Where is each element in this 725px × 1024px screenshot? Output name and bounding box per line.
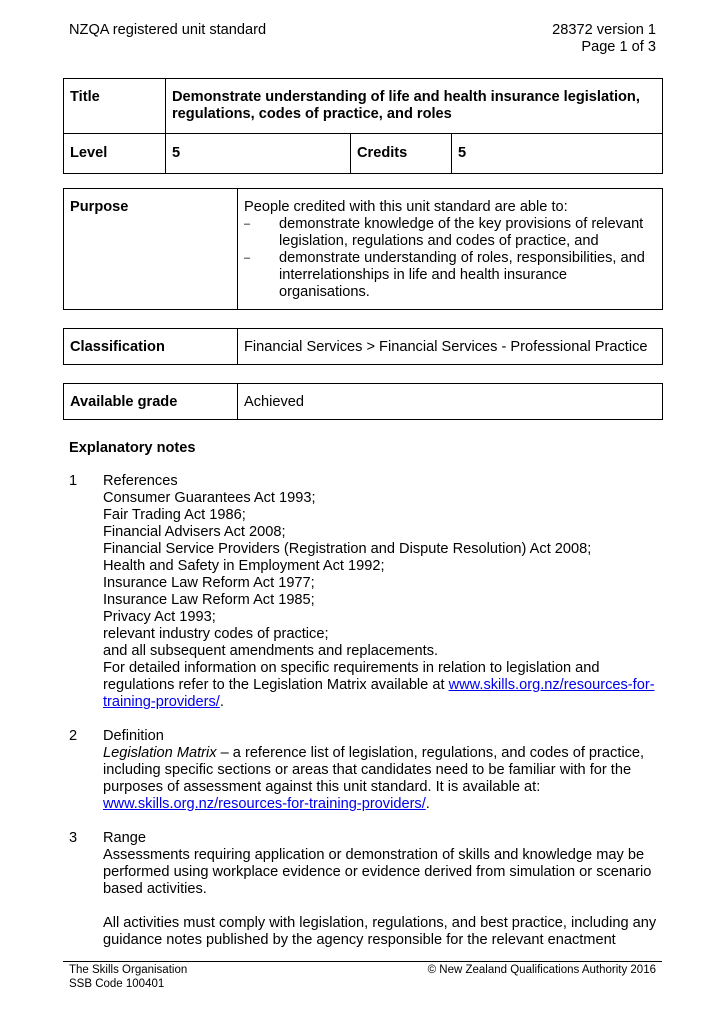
reference-item: Financial Advisers Act 2008; (103, 524, 286, 540)
reference-item: Insurance Law Reform Act 1977; (103, 575, 315, 591)
note-range (69, 830, 659, 949)
definition-term: Legislation Matrix (103, 745, 217, 761)
definition-body: – a reference list of legislation, regulations, and codes of practice, including specific sections or areas that candidates need to be familiar with for the purposes of assessment against this unit standard. It is available at: (103, 745, 645, 795)
note-number: 1 (69, 473, 78, 489)
resources-link[interactable]: www.skills.org.nz/resources-for-training-providers/ (103, 796, 426, 812)
note-heading: References (103, 473, 178, 489)
header-page-number: Page 1 of 3 (581, 39, 656, 55)
note-references (69, 473, 659, 711)
reference-item: and all subsequent amendments and replacements. (103, 643, 439, 659)
purpose-item: – demonstrate understanding of roles, responsibilities, and interrelationships in life and health insurance organisations. (244, 250, 656, 301)
explanatory-notes-heading: Explanatory notes (69, 440, 196, 456)
title-value: Demonstrate understanding of life and health insurance legislation, regulations, codes of practice, and roles (166, 79, 663, 134)
header-version: 28372 version 1 (552, 22, 656, 38)
reference-item: relevant industry codes of practice; (103, 626, 329, 642)
footer-copyright: © New Zealand Qualifications Authority 2016 (427, 964, 656, 976)
note-heading: Range (103, 830, 147, 846)
purpose-table (63, 188, 663, 310)
level-label: Level (64, 134, 166, 174)
header-standard-type: NZQA registered unit standard (69, 22, 267, 38)
credits-value: 5 (452, 134, 663, 174)
footer-org-name: The Skills Organisation (69, 964, 188, 976)
range-paragraph-1: Assessments requiring application or demonstration of skills and knowledge may be performed using workplace evidence or evidence derived from simulation or scenario based activities. (103, 847, 652, 897)
definition-end: . (425, 796, 430, 812)
reference-item: Financial Service Providers (Registration and Dispute Resolution) Act 2008; (103, 541, 592, 557)
reference-item: Consumer Guarantees Act 1993; (103, 490, 316, 506)
purpose-intro: People credited with this unit standard are able to: (244, 199, 568, 215)
title-label: Title (64, 79, 166, 134)
footer-organisation (69, 963, 187, 991)
classification-table (63, 328, 663, 365)
explanatory-notes (69, 473, 659, 966)
footer-divider (63, 961, 662, 962)
reference-item: Health and Safety in Employment Act 1992; (103, 558, 385, 574)
purpose-item: – demonstrate knowledge of the key provisions of relevant legislation, regulations and codes of practice, and (244, 216, 656, 250)
note-number: 3 (69, 830, 78, 846)
header-version-block (552, 22, 656, 56)
legislation-matrix-link[interactable]: www.skills.org.nz/resources-for-training-providers/ (103, 677, 655, 710)
purpose-list (244, 216, 656, 301)
grade-value: Achieved (238, 384, 663, 420)
footer-ssb-code: SSB Code 100401 (69, 978, 165, 990)
reference-item: Privacy Act 1993; (103, 609, 216, 625)
level-value: 5 (166, 134, 351, 174)
references-detail-text: For detailed information on specific requirements in relation to legislation and regulations refer to the Legislation Matrix available at (103, 660, 600, 693)
range-paragraph-2: All activities must comply with legislation, regulations, and best practice, including any guidance notes published by the agency responsible for the relevant enactment (103, 915, 657, 948)
references-detail-end: . (219, 694, 224, 710)
classification-label: Classification (64, 329, 238, 365)
reference-item: Fair Trading Act 1986; (103, 507, 246, 523)
grade-table (63, 383, 663, 420)
credits-label: Credits (351, 134, 452, 174)
definition-text (103, 745, 659, 813)
reference-item: Insurance Law Reform Act 1985; (103, 592, 315, 608)
classification-value: Financial Services > Financial Services - Professional Practice (238, 329, 663, 365)
title-table (63, 78, 663, 174)
references-detail (103, 660, 659, 711)
purpose-label: Purpose (64, 189, 238, 310)
purpose-content (238, 189, 663, 310)
note-definition (69, 728, 659, 813)
note-heading: Definition (103, 728, 164, 744)
paragraph-spacer (103, 898, 659, 915)
grade-label: Available grade (64, 384, 238, 420)
note-number: 2 (69, 728, 78, 744)
